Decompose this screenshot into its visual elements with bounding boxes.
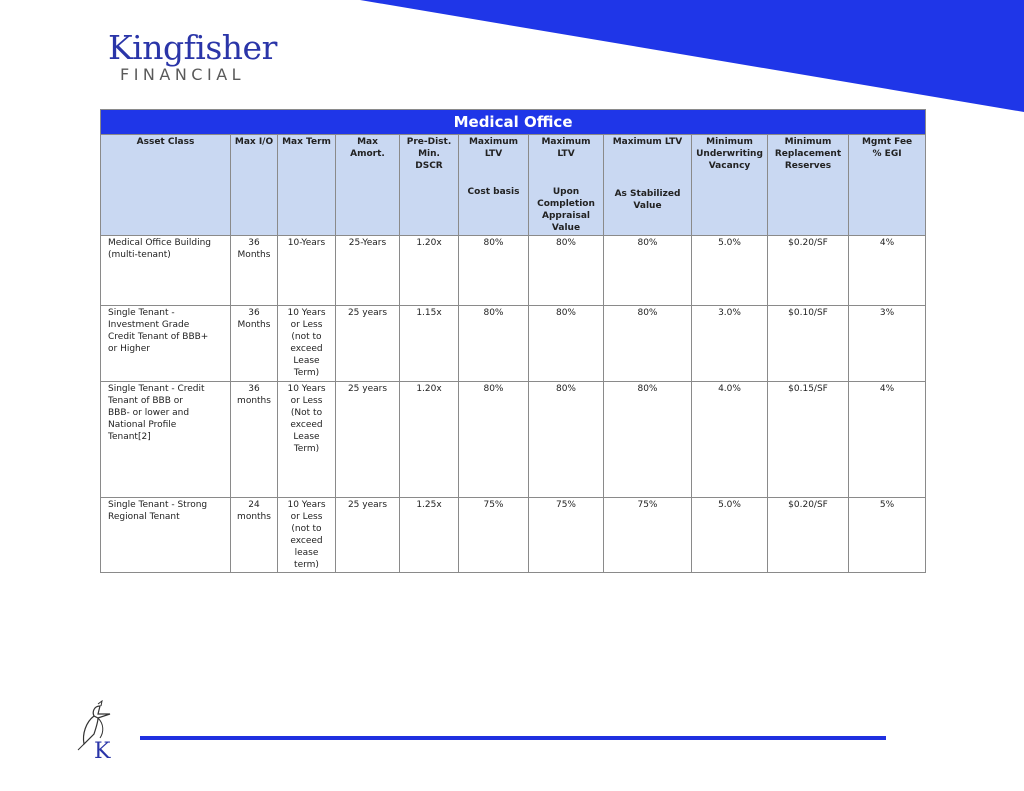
max-term-cell-line: Term) [293, 368, 320, 378]
kingfisher-emblem-icon [76, 700, 122, 762]
max-term-cell [278, 306, 336, 382]
asset-class-cell-line: Credit Tenant of BBB+ [108, 332, 209, 342]
max-term-cell [278, 382, 336, 498]
table-row [101, 382, 926, 498]
col-header-ltv-cost-bottom: Cost basis [467, 187, 520, 197]
max-amort-cell: 25 years [336, 306, 400, 382]
company-logo [108, 30, 277, 84]
mgmt-fee-cell: 5% [849, 498, 926, 573]
asset-class-cell-line: or Higher [108, 344, 150, 354]
asset-class-cell [101, 498, 231, 573]
max-amort-cell: 25-Years [336, 236, 400, 306]
col-header-max-amort: Max Amort. [336, 135, 400, 236]
max-term-cell-line: (not to [291, 524, 322, 534]
max-io-cell-line: 36 [248, 384, 260, 394]
footer-mark-letter: K [94, 739, 111, 762]
vacancy-cell: 4.0% [692, 382, 768, 498]
ltv-stabilized-cell: 75% [604, 498, 692, 573]
asset-class-cell [101, 382, 231, 498]
col-header-dscr [400, 135, 459, 236]
max-term-cell [278, 498, 336, 573]
max-term-cell-line: exceed [290, 536, 323, 546]
col-header-reserves-line3: Reserves [784, 161, 832, 171]
ltv-cost-cell: 80% [459, 382, 529, 498]
col-header-ltv-cost [459, 135, 529, 236]
col-header-ltv-stabilized-line1: As Stabilized [614, 189, 681, 199]
col-header-mgmt-line1: Mgmt Fee [861, 137, 913, 147]
col-header-vacancy-line2: Underwriting [696, 149, 763, 159]
asset-class-cell-line: Investment Grade [108, 320, 190, 330]
table-body [101, 236, 926, 573]
max-term-cell-line: term) [294, 560, 319, 570]
asset-class-cell-line: Medical Office Building [108, 238, 211, 248]
logo-name-sub: FINANCIAL [120, 65, 246, 84]
max-term-cell-line: Lease [293, 356, 320, 366]
reserves-cell: $0.20/SF [768, 236, 849, 306]
footer-rule [140, 736, 886, 740]
max-term-cell-line: or Less [290, 512, 323, 522]
asset-class-cell [101, 306, 231, 382]
vacancy-cell: 3.0% [692, 306, 768, 382]
ltv-cost-cell: 80% [459, 236, 529, 306]
col-header-reserves [768, 135, 849, 236]
ltv-cost-cell: 75% [459, 498, 529, 573]
max-term-cell-line: (not to [291, 332, 322, 342]
max-io-cell-line: Months [237, 320, 271, 330]
asset-class-cell-line: Single Tenant - Strong [108, 500, 208, 510]
col-header-dscr-line2: Min. DSCR [415, 149, 443, 171]
col-header-mgmt-fee [849, 135, 926, 236]
max-io-cell-line: months [237, 396, 271, 406]
max-io-cell [231, 498, 278, 573]
logo-name-main: Kingfisher [108, 28, 277, 67]
max-io-cell-line: 36 [248, 308, 260, 318]
asset-class-cell-line: Tenant[2] [108, 432, 151, 442]
ltv-cost-cell: 80% [459, 306, 529, 382]
dscr-cell: 1.20x [400, 236, 459, 306]
max-term-cell-line: Lease [293, 432, 320, 442]
ltv-completion-cell: 75% [529, 498, 604, 573]
ltv-completion-cell: 80% [529, 236, 604, 306]
asset-class-cell-line: BBB- or lower and [108, 408, 190, 418]
asset-class-cell-line: Regional Tenant [108, 512, 180, 522]
max-io-cell-line: 36 [248, 238, 260, 248]
max-term-cell [278, 236, 336, 306]
asset-class-cell [101, 236, 231, 306]
col-header-ltv-completion-top: Maximum LTV [541, 137, 591, 159]
medical-office-table [100, 109, 926, 573]
reserves-cell: $0.15/SF [768, 382, 849, 498]
ltv-stabilized-cell: 80% [604, 382, 692, 498]
col-header-asset-class: Asset Class [101, 135, 231, 236]
table-row [101, 306, 926, 382]
max-amort-cell: 25 years [336, 498, 400, 573]
max-term-cell-line: or Less [290, 320, 323, 330]
mgmt-fee-cell: 4% [849, 382, 926, 498]
ltv-completion-cell: 80% [529, 382, 604, 498]
table-row [101, 236, 926, 306]
max-term-cell-line: Term) [293, 444, 320, 454]
asset-class-cell-line: Single Tenant - Credit [108, 384, 205, 394]
col-header-ltv-completion [529, 135, 604, 236]
ltv-stabilized-cell: 80% [604, 236, 692, 306]
col-header-dscr-line1: Pre-Dist. [406, 137, 452, 147]
header-row [101, 135, 926, 236]
dscr-cell: 1.20x [400, 382, 459, 498]
col-header-vacancy-line1: Minimum [706, 137, 753, 147]
col-header-ltv-stabilized [604, 135, 692, 236]
reserves-cell: $0.10/SF [768, 306, 849, 382]
max-term-cell-line: exceed [290, 344, 323, 354]
ltv-completion-cell: 80% [529, 306, 604, 382]
asset-class-cell-line: (multi-tenant) [108, 250, 171, 260]
max-term-cell-line: exceed [290, 420, 323, 430]
vacancy-cell: 5.0% [692, 236, 768, 306]
col-header-reserves-line2: Replacement [774, 149, 842, 159]
col-header-max-term: Max Term [278, 135, 336, 236]
col-header-ltv-completion-line1: Upon [552, 187, 580, 197]
col-header-ltv-stabilized-top: Maximum LTV [612, 137, 683, 147]
max-term-cell-line: or Less [290, 396, 323, 406]
col-header-max-io: Max I/O [231, 135, 278, 236]
col-header-vacancy-line3: Vacancy [708, 161, 751, 171]
table-title: Medical Office [101, 110, 926, 135]
dscr-cell: 1.25x [400, 498, 459, 573]
max-term-cell-line: 10 Years [287, 500, 326, 510]
mgmt-fee-cell: 3% [849, 306, 926, 382]
ltv-stabilized-cell: 80% [604, 306, 692, 382]
col-header-ltv-completion-line2: Completion [537, 199, 595, 209]
max-term-cell-line: 10 Years [287, 384, 326, 394]
table-row [101, 498, 926, 573]
asset-class-cell-line: National Profile [108, 420, 177, 430]
dscr-cell: 1.15x [400, 306, 459, 382]
max-io-cell [231, 306, 278, 382]
vacancy-cell: 5.0% [692, 498, 768, 573]
max-io-cell [231, 236, 278, 306]
reserves-cell: $0.20/SF [768, 498, 849, 573]
max-term-cell-line: 10-Years [287, 238, 326, 248]
col-header-vacancy [692, 135, 768, 236]
col-header-reserves-line1: Minimum [784, 137, 832, 147]
max-io-cell-line: Months [237, 250, 271, 260]
max-term-cell-line: (Not to [290, 408, 323, 418]
max-io-cell-line: 24 [248, 500, 260, 510]
max-term-cell-line: lease [294, 548, 319, 558]
col-header-ltv-stabilized-line2: Value [633, 201, 662, 211]
max-io-cell [231, 382, 278, 498]
max-io-cell-line: months [237, 512, 271, 522]
asset-class-cell-line: Single Tenant - [108, 308, 175, 318]
mgmt-fee-cell: 4% [849, 236, 926, 306]
asset-class-cell-line: Tenant of BBB or [108, 396, 183, 406]
col-header-mgmt-line2: % EGI [872, 149, 902, 159]
col-header-ltv-completion-line3: Appraisal Value [542, 211, 590, 233]
col-header-ltv-cost-top: Maximum LTV [468, 137, 519, 159]
max-amort-cell: 25 years [336, 382, 400, 498]
max-term-cell-line: 10 Years [287, 308, 326, 318]
